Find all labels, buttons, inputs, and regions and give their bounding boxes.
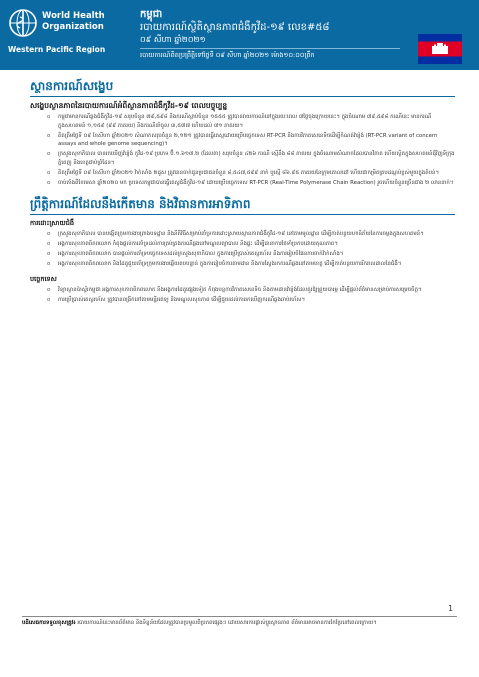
section-divider [30, 214, 455, 215]
situation-bullet: o គិតត្រឹមថ្ងៃទី ០៩ ខែសីហា ឆ្នាំ២០២១ វ៉ាក់សាំង ២ដូស ត្រូវបានចាក់ជូនប្រជាជនចំនួន ៨,៥៤៧,៥៩៩ នាក់ ឬស្មើ ៨៦.៩៥ ភាគរយនៃក្រុមគោលដៅ ហើយជាកម្រិតគ្របដណ្តប់ខ្ពស់មួយក្នុងតំបន់។ [58, 169, 455, 178]
response-bullet: o ក្រសួងសុខាភិបាល បានបង្កើតក្រុមការងារព្រាងបទដ្ឋាន និងនីតិវិធីសម្រាប់គាំទ្រការដោះស្រាយស្ថានភាពជំងឺកូវីដ-១៩ នៅតាមមូលដ្ឋាន ដើម្បីកាត់បន្ថយហានិភ័យនៃការចម្លងក្នុងសហគមន៍។ [58, 230, 455, 239]
report-period: របាយការណ៍ពិតប្រព្រឹត្តិទៅថ្ងៃទី ០៩ សីហា ឆ្នាំ២០២១ ម៉ោង១០:០០ព្រឹក [140, 48, 400, 61]
response-list-2 [30, 286, 455, 305]
response-bullet: o អង្គការសុខភាពពិភពលោក បានផ្តល់ការគាំទ្របច្ចេកទេសដល់ក្រសួងសុខាភិបាល ក្នុងការប្រើប្រាស់តេស្តរហ័ស និងការរៀបចំផែនការចាក់វ៉ាក់សាំង។ [58, 250, 455, 259]
situation-bullet: o គិតត្រឹមថ្ងៃទី ០៩ ខែសីហា ឆ្នាំ២០២១ សំណាកសរុបចំនួន ២,១២១ ត្រូវបានធ្វើតេស្ត​ដោយប្រើបច្ចេកទេស RT-PCR និងការវិភាគសេនេទិចដើម្បីកំណត់វ៉ារ្យ៉ង់ (RT-PCR variant of concern assays and whole genome sequencing)។ [58, 132, 455, 149]
section-divider [30, 96, 455, 97]
response-heading-1: ការដោះស្រាយជំងឺ [30, 218, 74, 227]
footer-divider [22, 616, 457, 617]
org-name [42, 11, 105, 33]
response-bullet: o អង្គការសុខភាពពិភពលោក កំពុងផ្តល់ការគាំទ្រដល់ការគ្រប់គ្រងករណីឆ្លងនៅមណ្ឌលព្យាបាល និងផ្ទះ ដើម្បីធានាការថែទាំប្រកបដោយគុណភាព។ [58, 240, 455, 249]
situation-bullet: o ក្រសួងសុខាភិបាល បានរកឃើញវ៉ារ្យ៉ង់ កូវីដ-១៩ ប្រភេទ ប៊ី.១.៦១៧.២ (ដែលតា) សរុបចំនួន ៤២៦ ករណី ស្មើនឹង ៨៨ ភាគរយ ក្នុងចំណោមសំណាកដែលបានវិភាគ ហើយស្ថិតក្នុងសហគមន៍ជុំវិញទីក្រុងភ្នំពេញ និងខេត្តជាប់ព្រំដែន។ [58, 150, 455, 167]
cambodia-flag-icon [418, 34, 462, 64]
report-date: ០៩ សីហា ឆ្នាំ២០២១ [140, 35, 206, 44]
situation-subtitle: សង្ខេបស្ថានភាពនៃរបាយការណ៍អំពីស្ថានភាពជំងឺកូវីដ-១៩ ពេលបច្ចុប្បន្ន [30, 101, 228, 110]
response-title: ព្រឹត្តិការណ៍ដែលនឹងកើតមាន និងវិធានការអាទិភាព [30, 196, 251, 211]
situation-bullet: o កម្ពុជាមានករណីឆ្លងជំងឺកូវីដ-១៩ សរុបចំនួន ៧៩,៥៩៨ និងករណីស្លាប់ចំនួន ១៥៥៥ ត្រូវបានរាយការណ៍នៅក្នុងរយៈពេល ៧ថ្ងៃចុងក្រោយនេះ។ ក្នុងចំណោម ៧៩,៥៩៨ ករណីនេះ មានករណីក្នុងសហគមន៍ ១,១៥៩ (៩៩ ភាគរយ) និងករណីនាំចូល ៣,៥៧៧ ហើយដល់ ៧១ ភាគរយ។ [58, 113, 455, 130]
response-bullet: o អង្គការសុខភាពពិភពលោក និងដៃគូជួយគាំទ្រក្រុមការងារឆ្លើយតបបន្ទាន់ ក្នុងការរៀបចំការតាមដាន និងការស្វែងរកករណីឆ្លងនៅតាមខេត្ត ដើម្បីកាត់បន្ថយការរីករាលដាលនៃជំងឺ។ [58, 260, 455, 269]
page-number: 1 [448, 604, 454, 613]
who-logo [8, 8, 136, 48]
response-bullet: o វិទ្យាស្ថានប៉ាស្ទ័រកម្ពុជា អង្គការសុខភាពពិភពលោក និងអង្គការដៃគូផ្សេងទៀត កំពុងបន្តការវិភាគសេនេទិច និងតាមដានវ៉ារ្យ៉ង់ដែលគួរឱ្យព្រួយបារម្ភ ដើម្បីផ្តល់ព័ត៌មានសម្រាប់ការសម្រេចចិត្ត។ [58, 286, 455, 295]
who-emblem-icon [8, 8, 38, 38]
disclaimer-footer [22, 619, 457, 628]
situation-title: ស្ថានការណ៍សង្ខេប [30, 79, 114, 93]
response-heading-2: បច្ចេកទេស [30, 274, 57, 283]
org-name-line1: World Health [42, 11, 105, 21]
situation-bullet: o ចាប់តាំងពីខែមេសា ឆ្នាំ២០២០ មក ប្រទេសកម្ពុជាបានធ្វើតេស្តជំងឺកូវីដ-១៩ ដោយប្រើបច្ចេកទេស RT-PCR (Real-Time Polymerase Chain Reaction) រួចហើយចំនួនច្រើនជាង ២ លាននាក់។ [58, 179, 455, 188]
response-bullet: o ការប្រើប្រាស់តេស្តរហ័ស ត្រូវបានពង្រីកនៅតាមមន្ទីរពេទ្យ និងមណ្ឌលសុខភាព ដើម្បីជួយដល់ការរកឃើញករណីឆ្លងឆាប់រហ័ស។ [58, 296, 455, 305]
situation-list [30, 113, 455, 188]
country-name: កម្ពុជា [140, 9, 163, 20]
org-name-line2: Organization [42, 22, 104, 32]
report-title: របាយការណ៍ស្ថិតិស្ថានភាពជំងឺកូវីដ-១៩ លេខ#៥៨ [140, 22, 330, 33]
report-body [30, 78, 455, 306]
region-name: Western Pacific Region [8, 45, 106, 54]
header-text [140, 8, 400, 61]
disclaimer-label: បដិសេធការទទួលខុសត្រូវ៖ [22, 620, 76, 626]
disclaimer-text: របាយការណ៍នេះមានព័ត៌មាន និងទិន្នន័យដែលត្រូវបានប្រមូលពីប្រភពផ្សេងៗ ដោយសារការផ្លាស់ប្តូរស្ថានភាព ព័ត៌មានអាចមានការកែប្រែនៅពេលក្រោយ។ [77, 620, 377, 626]
report-header [0, 0, 479, 70]
response-list-1 [30, 230, 455, 269]
